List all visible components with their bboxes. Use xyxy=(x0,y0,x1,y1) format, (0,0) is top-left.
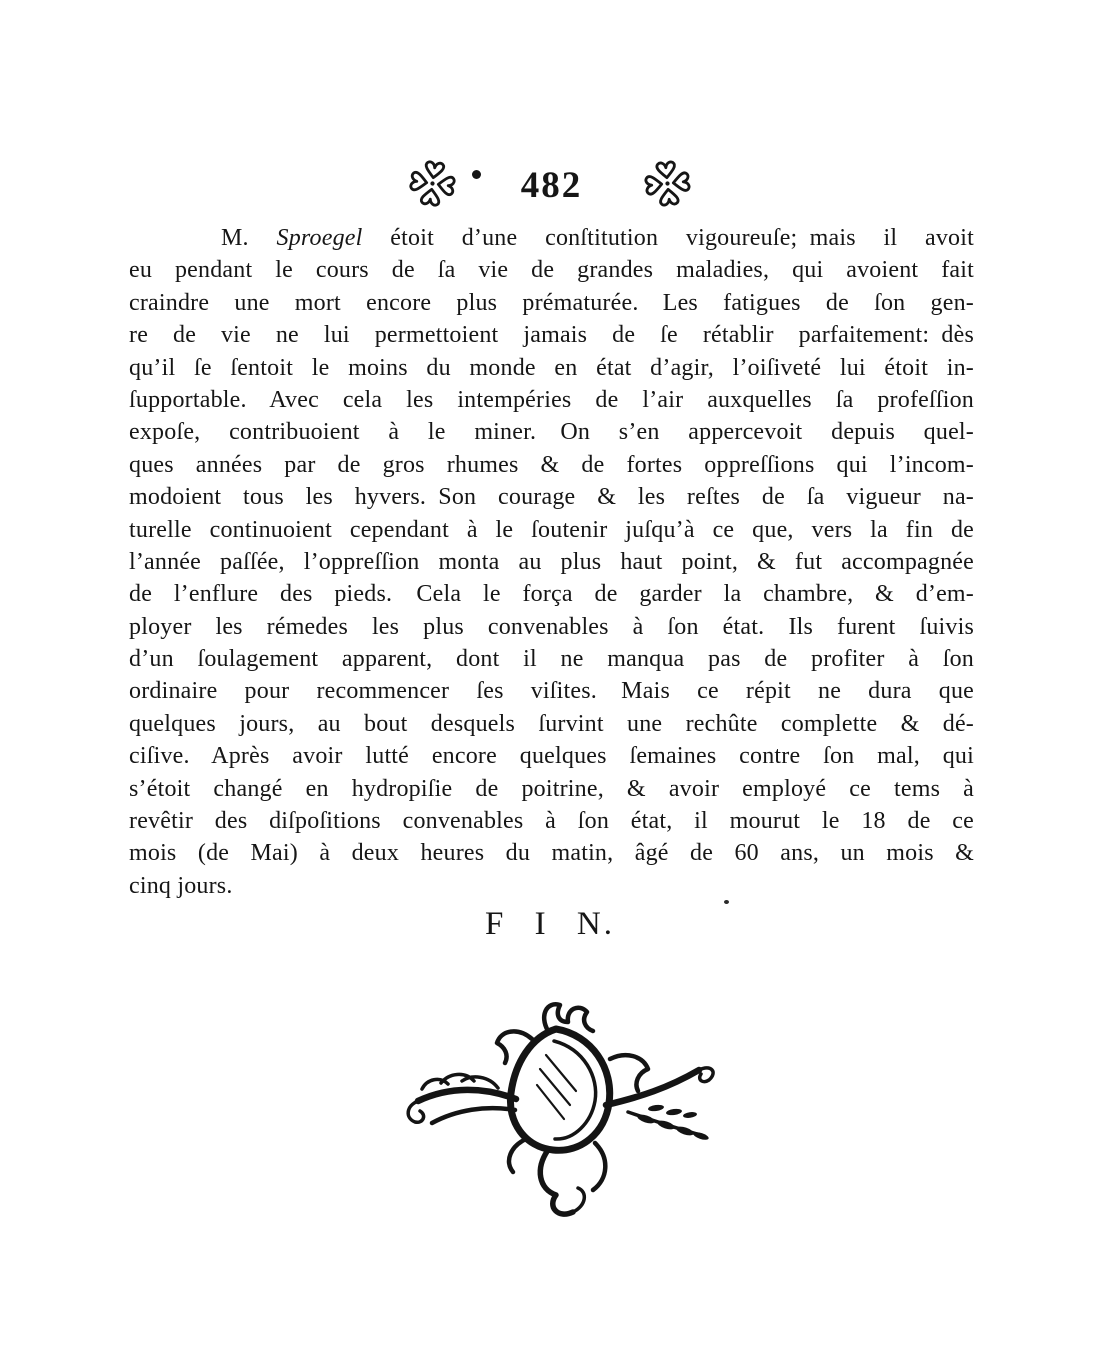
text-line: re de vie ne lui permettoient jamais de ſe rétablir parfaitement: dès xyxy=(129,322,974,349)
text-line: quelques jours, au bout desquels ſurvint une rechûte complette & dé- xyxy=(129,710,974,737)
text-line: cinq jours. xyxy=(129,872,233,899)
person-name: Sproegel xyxy=(276,225,363,251)
text-line: eu pendant le cours de ſa vie de grandes maladies, qui avoient fait xyxy=(129,257,974,284)
text-line: expoſe, contribuoient à le miner. On s’en appercevoit depuis quel- xyxy=(129,419,974,446)
page-header xyxy=(0,156,1100,210)
text-line: mois (de Mai) à deux heures du matin, âgé de 60 ans, un mois & xyxy=(129,840,974,867)
text-line: ſupportable. Avec cela les intempéries de l’air auxquelles ſa profeſſion xyxy=(129,386,974,413)
text-line: d’un ſoulagement apparent, dont il ne manqua pas de profiter à ſon xyxy=(129,646,974,673)
page-number: 482 xyxy=(520,164,583,206)
text-line: revêtir des diſpoſitions convenables à ſon état, il mourut le 18 de ce xyxy=(129,808,974,835)
first-line-prefix: M. xyxy=(221,225,277,251)
tailpiece-ornament-icon xyxy=(398,993,718,1218)
text-line: l’année paſſée, l’oppreſſion monta au plus haut point, & fut accompagnée xyxy=(129,548,974,575)
first-line-rest: étoit d’une conſtitution vigoureuſe; mais il avoit xyxy=(362,225,974,251)
text-line: ployer les rémedes les plus convenables à ſon état. Ils furent ſuivis xyxy=(129,613,974,640)
text-line: ques années par de gros rhumes & de fortes oppreſſions qui l’incom- xyxy=(129,451,974,478)
text-line: de l’enflure des pieds. Cela le força de garder la chambre, & d’em- xyxy=(129,581,974,608)
text-line: s’étoit changé en hydropiſie de poitrine, & avoir employé ce tems à xyxy=(129,775,974,802)
body-text xyxy=(129,222,974,902)
ink-speck xyxy=(724,900,729,904)
text-line: ciſive. Après avoir lutté encore quelques ſemaines contre ſon mal, qui xyxy=(129,743,974,770)
text-line: modoient tous les hyvers. Son courage & les reſtes de ſa vigueur na- xyxy=(129,484,974,511)
fleuron-ornament-icon xyxy=(642,157,694,209)
fleuron-ornament-icon xyxy=(406,156,459,209)
text-line: qu’il ſe ſentoit le moins du monde en état d’agir, l’oiſiveté lui étoit in- xyxy=(129,354,974,381)
text-line: turelle continuoient cependant à le ſoutenir juſqu’à ce que, vers la fin de xyxy=(129,516,974,543)
fin-label: F I N. xyxy=(485,906,615,942)
text-line: ordinaire pour recommencer ſes viſites. Mais ce répit ne dura que xyxy=(129,678,974,705)
text-line: craindre une mort encore plus prématurée. Les fatigues de ſon gen- xyxy=(129,289,974,316)
ink-dot xyxy=(472,170,481,179)
text-line xyxy=(129,222,974,254)
